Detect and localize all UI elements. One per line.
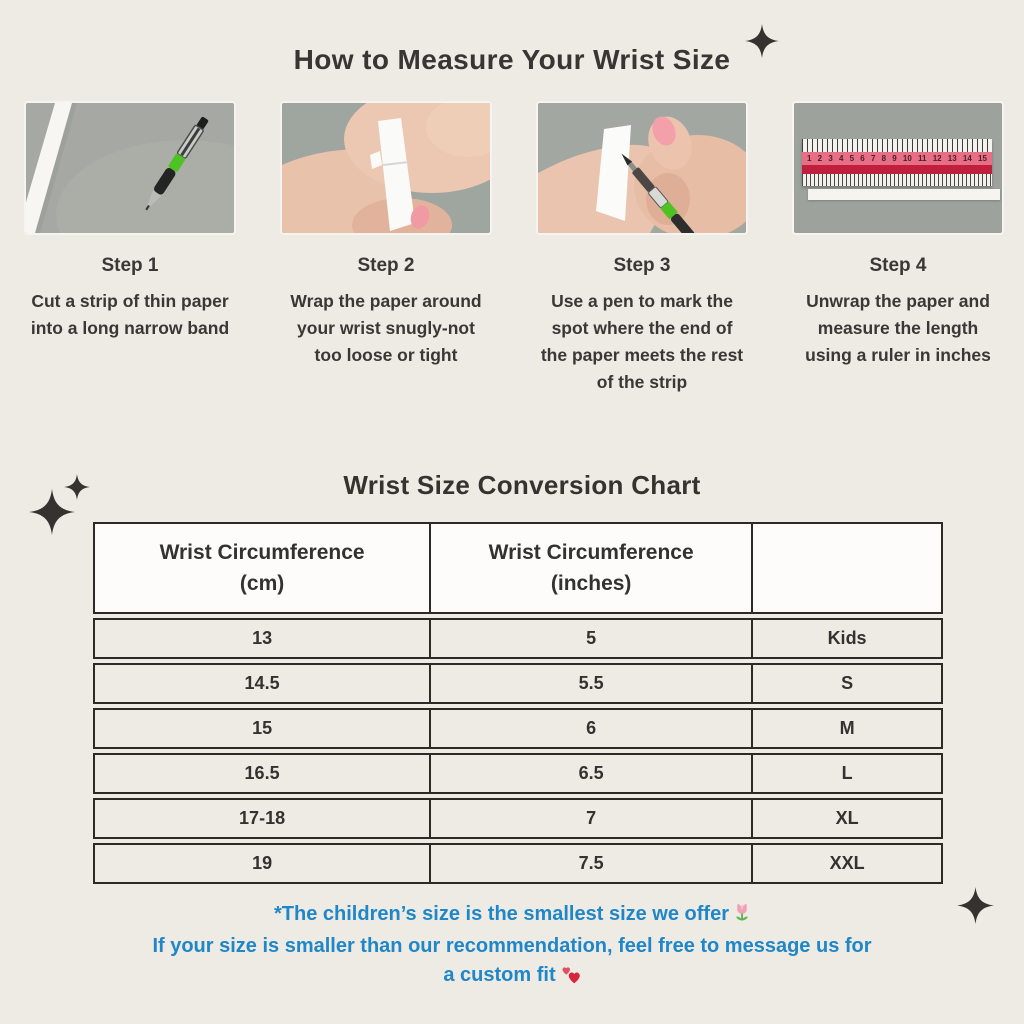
step-description: Unwrap the paper and measure the length using a ruler in inches: [805, 291, 991, 365]
footer-line-3: [0, 961, 1024, 993]
header-text: (cm): [239, 572, 285, 595]
step3-photo-pen-marking-paper-on-wrist: [538, 103, 746, 233]
table-row: [93, 708, 943, 749]
ruler-number: 12: [932, 153, 942, 163]
table-row: [93, 753, 943, 794]
cell-size: Kids: [827, 628, 867, 648]
footer-text: a custom fit: [443, 964, 556, 986]
step4-photo-ruler-with-paper-strip: [794, 103, 1002, 233]
step-description: Use a pen to mark the spot where the end of the paper meets the rest of the strip: [540, 291, 744, 392]
ruler-number: 10: [902, 153, 912, 163]
step-1: [26, 103, 234, 396]
cell-cm: 13: [252, 628, 273, 648]
cell-inches: 6.5: [429, 755, 753, 792]
table-row: [93, 798, 943, 839]
ruler-number: 6: [860, 153, 865, 163]
ruler-red-stripe: [802, 165, 992, 174]
step-description: Cut a strip of thin paper into a long narrow band: [30, 291, 230, 338]
ruler-number: 15: [978, 153, 987, 163]
cell-inches: 7: [429, 800, 753, 837]
cell-cm: 15: [252, 718, 273, 738]
page-title: How to Measure Your Wrist Size: [293, 44, 731, 75]
header-cell-cm: [95, 524, 429, 612]
cell-inches: 5: [429, 620, 753, 657]
step-label: Step 1: [101, 255, 159, 276]
sparkle-icon: [957, 887, 994, 924]
cell-size: XXL: [829, 853, 865, 873]
step1-photo-paper-strip-and-pencil: [26, 103, 234, 233]
conversion-chart-title: Wrist Size Conversion Chart: [343, 470, 701, 500]
cell-inches: 5.5: [429, 665, 753, 702]
step-label: Step 4: [869, 255, 927, 276]
footer-line-1: [0, 900, 1024, 932]
step-description: Wrap the paper around your wrist snugly-not too loose or tight: [290, 291, 482, 365]
step2-photo-paper-wrapped-around-wrist: [282, 103, 490, 233]
ruler-number: 7: [870, 153, 876, 163]
ruler-number: 11: [918, 153, 927, 163]
ruler-number: 2: [817, 153, 823, 163]
cell-size: XL: [835, 808, 859, 828]
step-label: Step 3: [613, 255, 671, 276]
ruler-cm-ticks: [802, 174, 992, 186]
ruler-number: 8: [881, 153, 887, 163]
step-2: [282, 103, 490, 396]
table-row: [93, 618, 943, 659]
ruler-number: 9: [892, 153, 897, 163]
ruler-inch-ticks: [802, 139, 992, 152]
ruler-number: 4: [838, 153, 844, 163]
cell-size: L: [841, 763, 853, 783]
table-row: [93, 663, 943, 704]
ruler-number-row: [802, 152, 992, 165]
cell-cm: 16.5: [244, 763, 280, 783]
sparkle-icon: [29, 489, 75, 535]
sparkle-icon: [745, 24, 779, 58]
step-label: Step 2: [357, 255, 415, 276]
ruler-number: 5: [849, 153, 855, 163]
paper-strip: [808, 189, 1000, 200]
steps-row: [26, 103, 1002, 396]
ruler-number: 14: [962, 153, 972, 163]
cell-cm: 19: [252, 853, 273, 873]
table-header-row: [93, 522, 943, 614]
tulip-icon: [734, 903, 750, 932]
footer-note: [0, 900, 1024, 993]
ruler-number: 1: [807, 153, 812, 163]
footer-text: *The children’s size is the smallest size we offer: [274, 903, 729, 925]
footer-text: If your size is smaller than our recommendation, feel free to message us for: [152, 935, 872, 957]
cell-cm: 14.5: [244, 673, 280, 693]
cell-inches: 6: [429, 710, 753, 747]
ruler-number: 3: [828, 153, 833, 163]
ruler-number: 13: [947, 153, 957, 163]
header-cell-size: [753, 524, 941, 612]
step-4: [794, 103, 1002, 396]
header-text: Wrist Circumference: [159, 541, 365, 564]
step-3: [538, 103, 746, 396]
pink-ruler: [802, 139, 992, 186]
cell-cm: 17-18: [239, 808, 286, 828]
header-cell-inches: [429, 524, 753, 612]
header-text: Wrist Circumference: [488, 541, 694, 564]
header-text: (inches): [550, 572, 632, 595]
two-hearts-icon: [561, 964, 581, 993]
cell-inches: 7.5: [429, 845, 753, 882]
cell-size: M: [839, 718, 855, 738]
table-row: [93, 843, 943, 884]
wrist-size-conversion-table: [93, 522, 943, 884]
cell-size: S: [841, 673, 854, 693]
footer-line-2: [0, 932, 1024, 961]
